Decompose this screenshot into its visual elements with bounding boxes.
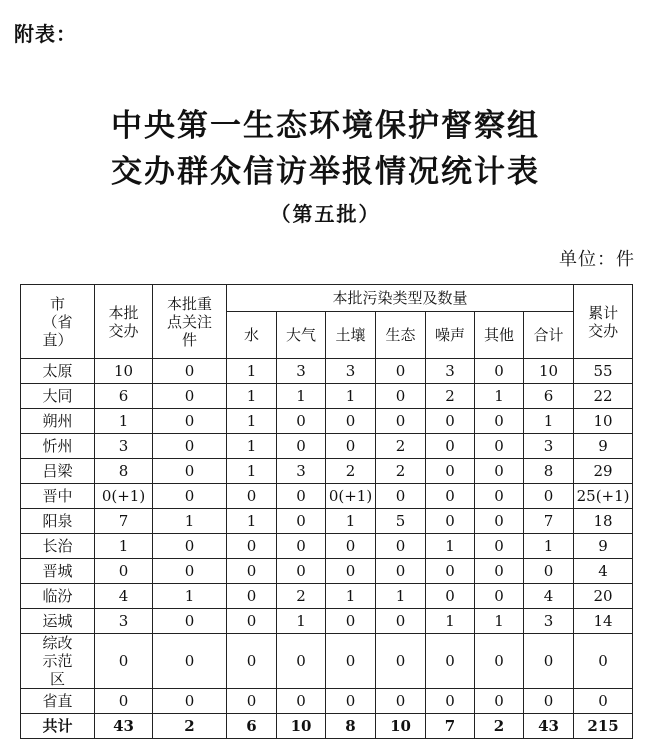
cell-noise: 1 bbox=[426, 534, 475, 559]
cell-sum: 0 bbox=[524, 484, 574, 509]
cell-noise: 7 bbox=[426, 714, 475, 739]
cell-batch: 0 bbox=[95, 634, 153, 689]
cell-noise: 0 bbox=[426, 689, 475, 714]
cell-batch: 8 bbox=[95, 459, 153, 484]
cell-air: 0 bbox=[277, 434, 326, 459]
cell-other: 0 bbox=[475, 534, 524, 559]
cell-key: 0 bbox=[153, 484, 227, 509]
batch-number: （第五批） bbox=[270, 202, 381, 226]
cell-water: 1 bbox=[227, 509, 277, 534]
cell-noise: 0 bbox=[426, 509, 475, 534]
cell-soil: 2 bbox=[326, 459, 376, 484]
cell-batch: 7 bbox=[95, 509, 153, 534]
cell-air: 0 bbox=[277, 484, 326, 509]
cell-cum: 0 bbox=[574, 634, 633, 689]
cell-eco: 0 bbox=[376, 689, 426, 714]
table-row bbox=[21, 509, 633, 534]
cell-key: 0 bbox=[153, 359, 227, 384]
cell-soil: 8 bbox=[326, 714, 376, 739]
cell-sum: 3 bbox=[524, 609, 574, 634]
cell-soil: 3 bbox=[326, 359, 376, 384]
cell-key: 0 bbox=[153, 634, 227, 689]
cell-batch: 6 bbox=[95, 384, 153, 409]
cell-soil: 0 bbox=[326, 609, 376, 634]
table-row bbox=[21, 384, 633, 409]
cell-water: 6 bbox=[227, 714, 277, 739]
cell-air: 0 bbox=[277, 509, 326, 534]
cell-other: 2 bbox=[475, 714, 524, 739]
cell-other: 0 bbox=[475, 584, 524, 609]
cell-cum: 9 bbox=[574, 534, 633, 559]
cell-water: 0 bbox=[227, 484, 277, 509]
cell-other: 0 bbox=[475, 434, 524, 459]
cell-noise: 0 bbox=[426, 634, 475, 689]
statistics-table bbox=[20, 284, 633, 739]
cell-cum: 9 bbox=[574, 434, 633, 459]
cell-city: 忻州 bbox=[21, 434, 95, 459]
cell-eco: 2 bbox=[376, 459, 426, 484]
cell-noise: 0 bbox=[426, 409, 475, 434]
cell-water: 0 bbox=[227, 559, 277, 584]
cell-sum: 0 bbox=[524, 634, 574, 689]
cell-other: 0 bbox=[475, 359, 524, 384]
cell-other: 1 bbox=[475, 609, 524, 634]
cell-eco: 10 bbox=[376, 714, 426, 739]
cell-cum: 0 bbox=[574, 689, 633, 714]
unit-label: 单位：件 bbox=[559, 249, 635, 270]
header-noise: 噪声 bbox=[426, 312, 475, 359]
cell-noise: 1 bbox=[426, 609, 475, 634]
cell-water: 0 bbox=[227, 634, 277, 689]
cell-air: 0 bbox=[277, 634, 326, 689]
header-batch-assigned: 本批交办 bbox=[95, 285, 153, 359]
cell-sum: 8 bbox=[524, 459, 574, 484]
cell-noise: 0 bbox=[426, 584, 475, 609]
attachment-label: 附表： bbox=[14, 22, 77, 46]
cell-key: 0 bbox=[153, 459, 227, 484]
cell-other: 0 bbox=[475, 634, 524, 689]
table-row bbox=[21, 409, 633, 434]
table-row bbox=[21, 359, 633, 384]
header-cumulative: 累计交办 bbox=[574, 285, 633, 359]
document-title-line-1: 中央第一生态环境保护督察组 bbox=[111, 108, 540, 144]
cell-other: 0 bbox=[475, 689, 524, 714]
cell-water: 0 bbox=[227, 584, 277, 609]
cell-sum: 0 bbox=[524, 559, 574, 584]
cell-cum: 22 bbox=[574, 384, 633, 409]
cell-key: 1 bbox=[153, 509, 227, 534]
cell-sum: 6 bbox=[524, 384, 574, 409]
cell-noise: 3 bbox=[426, 359, 475, 384]
cell-batch: 0(+1) bbox=[95, 484, 153, 509]
cell-batch: 1 bbox=[95, 409, 153, 434]
cell-eco: 0 bbox=[376, 359, 426, 384]
table-row bbox=[21, 689, 633, 714]
cell-air: 10 bbox=[277, 714, 326, 739]
cell-soil: 0(+1) bbox=[326, 484, 376, 509]
cell-air: 2 bbox=[277, 584, 326, 609]
cell-eco: 1 bbox=[376, 584, 426, 609]
cell-sum: 0 bbox=[524, 689, 574, 714]
cell-other: 1 bbox=[475, 384, 524, 409]
cell-key: 1 bbox=[153, 584, 227, 609]
header-air: 大气 bbox=[277, 312, 326, 359]
cell-soil: 0 bbox=[326, 409, 376, 434]
cell-batch: 0 bbox=[95, 559, 153, 584]
cell-air: 1 bbox=[277, 384, 326, 409]
cell-key: 0 bbox=[153, 384, 227, 409]
cell-batch: 3 bbox=[95, 609, 153, 634]
cell-city: 临汾 bbox=[21, 584, 95, 609]
header-pollution-types: 本批污染类型及数量 bbox=[227, 285, 574, 312]
total-row bbox=[21, 714, 633, 739]
cell-city: 运城 bbox=[21, 609, 95, 634]
table-row bbox=[21, 584, 633, 609]
cell-water: 0 bbox=[227, 609, 277, 634]
cell-water: 1 bbox=[227, 409, 277, 434]
cell-cum: 215 bbox=[574, 714, 633, 739]
cell-city: 综改示范区 bbox=[21, 634, 95, 689]
cell-air: 0 bbox=[277, 534, 326, 559]
cell-key: 0 bbox=[153, 689, 227, 714]
table-row bbox=[21, 484, 633, 509]
cell-noise: 2 bbox=[426, 384, 475, 409]
cell-city: 省直 bbox=[21, 689, 95, 714]
table-row bbox=[21, 459, 633, 484]
cell-noise: 0 bbox=[426, 459, 475, 484]
cell-batch: 1 bbox=[95, 534, 153, 559]
cell-batch: 4 bbox=[95, 584, 153, 609]
cell-batch: 0 bbox=[95, 689, 153, 714]
cell-soil: 0 bbox=[326, 434, 376, 459]
cell-other: 0 bbox=[475, 459, 524, 484]
cell-sum: 3 bbox=[524, 434, 574, 459]
cell-city: 大同 bbox=[21, 384, 95, 409]
cell-air: 0 bbox=[277, 559, 326, 584]
cell-other: 0 bbox=[475, 409, 524, 434]
cell-noise: 0 bbox=[426, 434, 475, 459]
table-row bbox=[21, 434, 633, 459]
cell-soil: 0 bbox=[326, 634, 376, 689]
cell-soil: 1 bbox=[326, 584, 376, 609]
cell-city: 吕梁 bbox=[21, 459, 95, 484]
cell-eco: 0 bbox=[376, 484, 426, 509]
document-title-line-2: 交办群众信访举报情况统计表 bbox=[111, 154, 540, 190]
cell-batch: 43 bbox=[95, 714, 153, 739]
cell-cum: 55 bbox=[574, 359, 633, 384]
cell-other: 0 bbox=[475, 559, 524, 584]
header-city: 市（省直） bbox=[21, 285, 95, 359]
table-row bbox=[21, 534, 633, 559]
cell-air: 3 bbox=[277, 359, 326, 384]
cell-water: 0 bbox=[227, 689, 277, 714]
cell-air: 1 bbox=[277, 609, 326, 634]
cell-water: 1 bbox=[227, 359, 277, 384]
cell-sum: 1 bbox=[524, 534, 574, 559]
cell-key: 0 bbox=[153, 409, 227, 434]
cell-soil: 0 bbox=[326, 534, 376, 559]
cell-city: 晋城 bbox=[21, 559, 95, 584]
cell-eco: 2 bbox=[376, 434, 426, 459]
cell-soil: 0 bbox=[326, 689, 376, 714]
cell-other: 0 bbox=[475, 509, 524, 534]
cell-eco: 0 bbox=[376, 559, 426, 584]
cell-eco: 0 bbox=[376, 634, 426, 689]
header-soil: 土壤 bbox=[326, 312, 376, 359]
cell-soil: 0 bbox=[326, 559, 376, 584]
cell-sum: 7 bbox=[524, 509, 574, 534]
table-row bbox=[21, 634, 633, 689]
cell-city: 阳泉 bbox=[21, 509, 95, 534]
cell-batch: 10 bbox=[95, 359, 153, 384]
cell-soil: 1 bbox=[326, 509, 376, 534]
cell-sum: 10 bbox=[524, 359, 574, 384]
cell-city: 共计 bbox=[21, 714, 95, 739]
table-row bbox=[21, 559, 633, 584]
cell-eco: 5 bbox=[376, 509, 426, 534]
cell-water: 1 bbox=[227, 459, 277, 484]
cell-cum: 18 bbox=[574, 509, 633, 534]
cell-key: 0 bbox=[153, 609, 227, 634]
cell-eco: 0 bbox=[376, 609, 426, 634]
cell-city: 晋中 bbox=[21, 484, 95, 509]
cell-city: 太原 bbox=[21, 359, 95, 384]
cell-air: 0 bbox=[277, 689, 326, 714]
cell-water: 1 bbox=[227, 384, 277, 409]
header-ecology: 生态 bbox=[376, 312, 426, 359]
cell-eco: 0 bbox=[376, 384, 426, 409]
cell-key: 2 bbox=[153, 714, 227, 739]
header-water: 水 bbox=[227, 312, 277, 359]
cell-water: 0 bbox=[227, 534, 277, 559]
header-other: 其他 bbox=[475, 312, 524, 359]
header-key-concern: 本批重点关注件 bbox=[153, 285, 227, 359]
cell-city: 长治 bbox=[21, 534, 95, 559]
cell-noise: 0 bbox=[426, 559, 475, 584]
cell-sum: 1 bbox=[524, 409, 574, 434]
cell-cum: 25(+1) bbox=[574, 484, 633, 509]
cell-key: 0 bbox=[153, 559, 227, 584]
cell-cum: 4 bbox=[574, 559, 633, 584]
cell-cum: 20 bbox=[574, 584, 633, 609]
cell-batch: 3 bbox=[95, 434, 153, 459]
cell-sum: 4 bbox=[524, 584, 574, 609]
cell-cum: 29 bbox=[574, 459, 633, 484]
cell-key: 0 bbox=[153, 534, 227, 559]
cell-soil: 1 bbox=[326, 384, 376, 409]
cell-eco: 0 bbox=[376, 409, 426, 434]
cell-other: 0 bbox=[475, 484, 524, 509]
cell-key: 0 bbox=[153, 434, 227, 459]
cell-cum: 10 bbox=[574, 409, 633, 434]
cell-noise: 0 bbox=[426, 484, 475, 509]
cell-water: 1 bbox=[227, 434, 277, 459]
cell-city: 朔州 bbox=[21, 409, 95, 434]
cell-air: 0 bbox=[277, 409, 326, 434]
header-subtotal: 合计 bbox=[524, 312, 574, 359]
cell-cum: 14 bbox=[574, 609, 633, 634]
cell-eco: 0 bbox=[376, 534, 426, 559]
cell-air: 3 bbox=[277, 459, 326, 484]
table-row bbox=[21, 609, 633, 634]
cell-sum: 43 bbox=[524, 714, 574, 739]
